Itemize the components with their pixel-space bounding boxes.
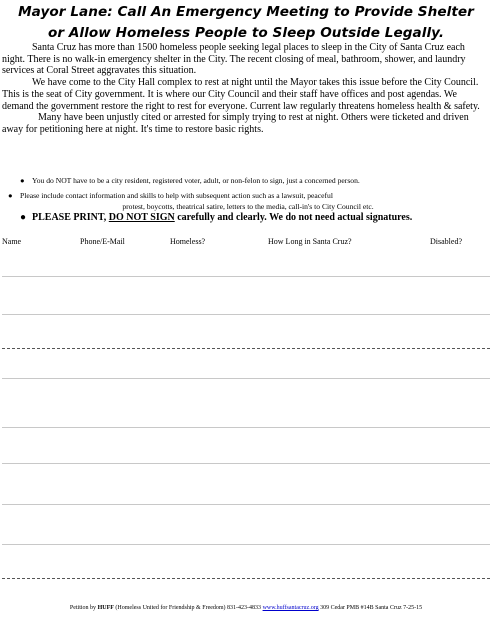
footer-mid: (Homeless United for Friendship & Freedom) 831-423-4833 — [113, 605, 263, 611]
signature-row-line[interactable] — [2, 427, 490, 428]
signature-row-line[interactable] — [2, 378, 490, 379]
petition-footer — [0, 605, 492, 611]
signature-row-line[interactable] — [2, 314, 490, 315]
print-text-post: carefully and clearly. We do not need actual signatures. — [174, 212, 413, 223]
signature-row-line[interactable] — [2, 463, 490, 464]
column-header-phone: Phone/E-Mail — [80, 237, 125, 246]
bullet-please-print — [20, 212, 412, 223]
title-line-2: or Allow Homeless People to Sleep Outside Legally. — [47, 25, 445, 41]
signature-row-line[interactable] — [2, 276, 490, 277]
bullet-text-line-2: protest, boycotts, theatrical satire, letters to the media, call-in's to City Council etc. — [122, 202, 374, 211]
column-header-how-long: How Long in Santa Cruz? — [268, 237, 352, 246]
signature-row-line[interactable] — [2, 504, 490, 505]
petition-title — [0, 2, 492, 44]
column-header-name: Name — [2, 237, 22, 246]
footer-website-link[interactable]: www.huffsantacruz.org — [262, 605, 319, 611]
bullet-text-line-1: Please include contact information and skills to help with subsequent action such as a lawsuit, peaceful — [20, 191, 333, 200]
paragraph-2: We have come to the City Hall complex to rest at night until the Mayor takes this issue before the City Council. This is the seat of City government. It is where our City Council and their staff have offices and post agendas. We demand the government restore the right to rest for everyone. Current law regularly threatens homeless health & safety. — [2, 77, 480, 112]
print-text-pre: PLEASE PRINT, — [32, 212, 109, 223]
paragraph-3: Many have been unjustly cited or arrested for simply trying to rest at night. Others were ticketed and driven away for petitioning here at night. It's time to restore basic rights. — [2, 112, 469, 135]
paragraph-1: Santa Cruz has more than 1500 homeless people seeking legal places to sleep in the City of Santa Cruz each night. There is no walk-in emergency shelter in the City. The recent closing of meal, bathroom, shower, and laundry services at Coral Street aggravates this situation. — [2, 42, 466, 77]
title-line-1: Mayor Lane: Call An Emergency Meeting to Provide Shelter — [18, 4, 474, 20]
bullet-contact-info — [8, 190, 488, 212]
bullet-text: You do NOT have to be a city resident, registered voter, adult, or non-felon to sign, just a concerned person. — [32, 176, 360, 185]
column-header-disabled: Disabled? — [430, 237, 462, 246]
signature-row-line[interactable] — [2, 544, 490, 545]
bullet-dot-icon: ● — [20, 176, 25, 185]
footer-pre: Petition by — [69, 605, 98, 611]
bullet-dot-icon: ● — [20, 212, 27, 223]
footer-org: HUFF — [97, 605, 114, 611]
petition-body — [2, 42, 490, 136]
column-header-homeless: Homeless? — [170, 237, 206, 246]
footer-post: 309 Cedar PMB #14B Santa Cruz 7-25-15 — [318, 605, 423, 611]
do-not-sign-text: DO NOT SIGN — [108, 212, 175, 223]
bullet-not-resident — [20, 176, 360, 185]
dashed-separator — [2, 348, 490, 349]
bullet-dot-icon: ● — [8, 191, 13, 200]
dashed-separator — [2, 578, 490, 579]
